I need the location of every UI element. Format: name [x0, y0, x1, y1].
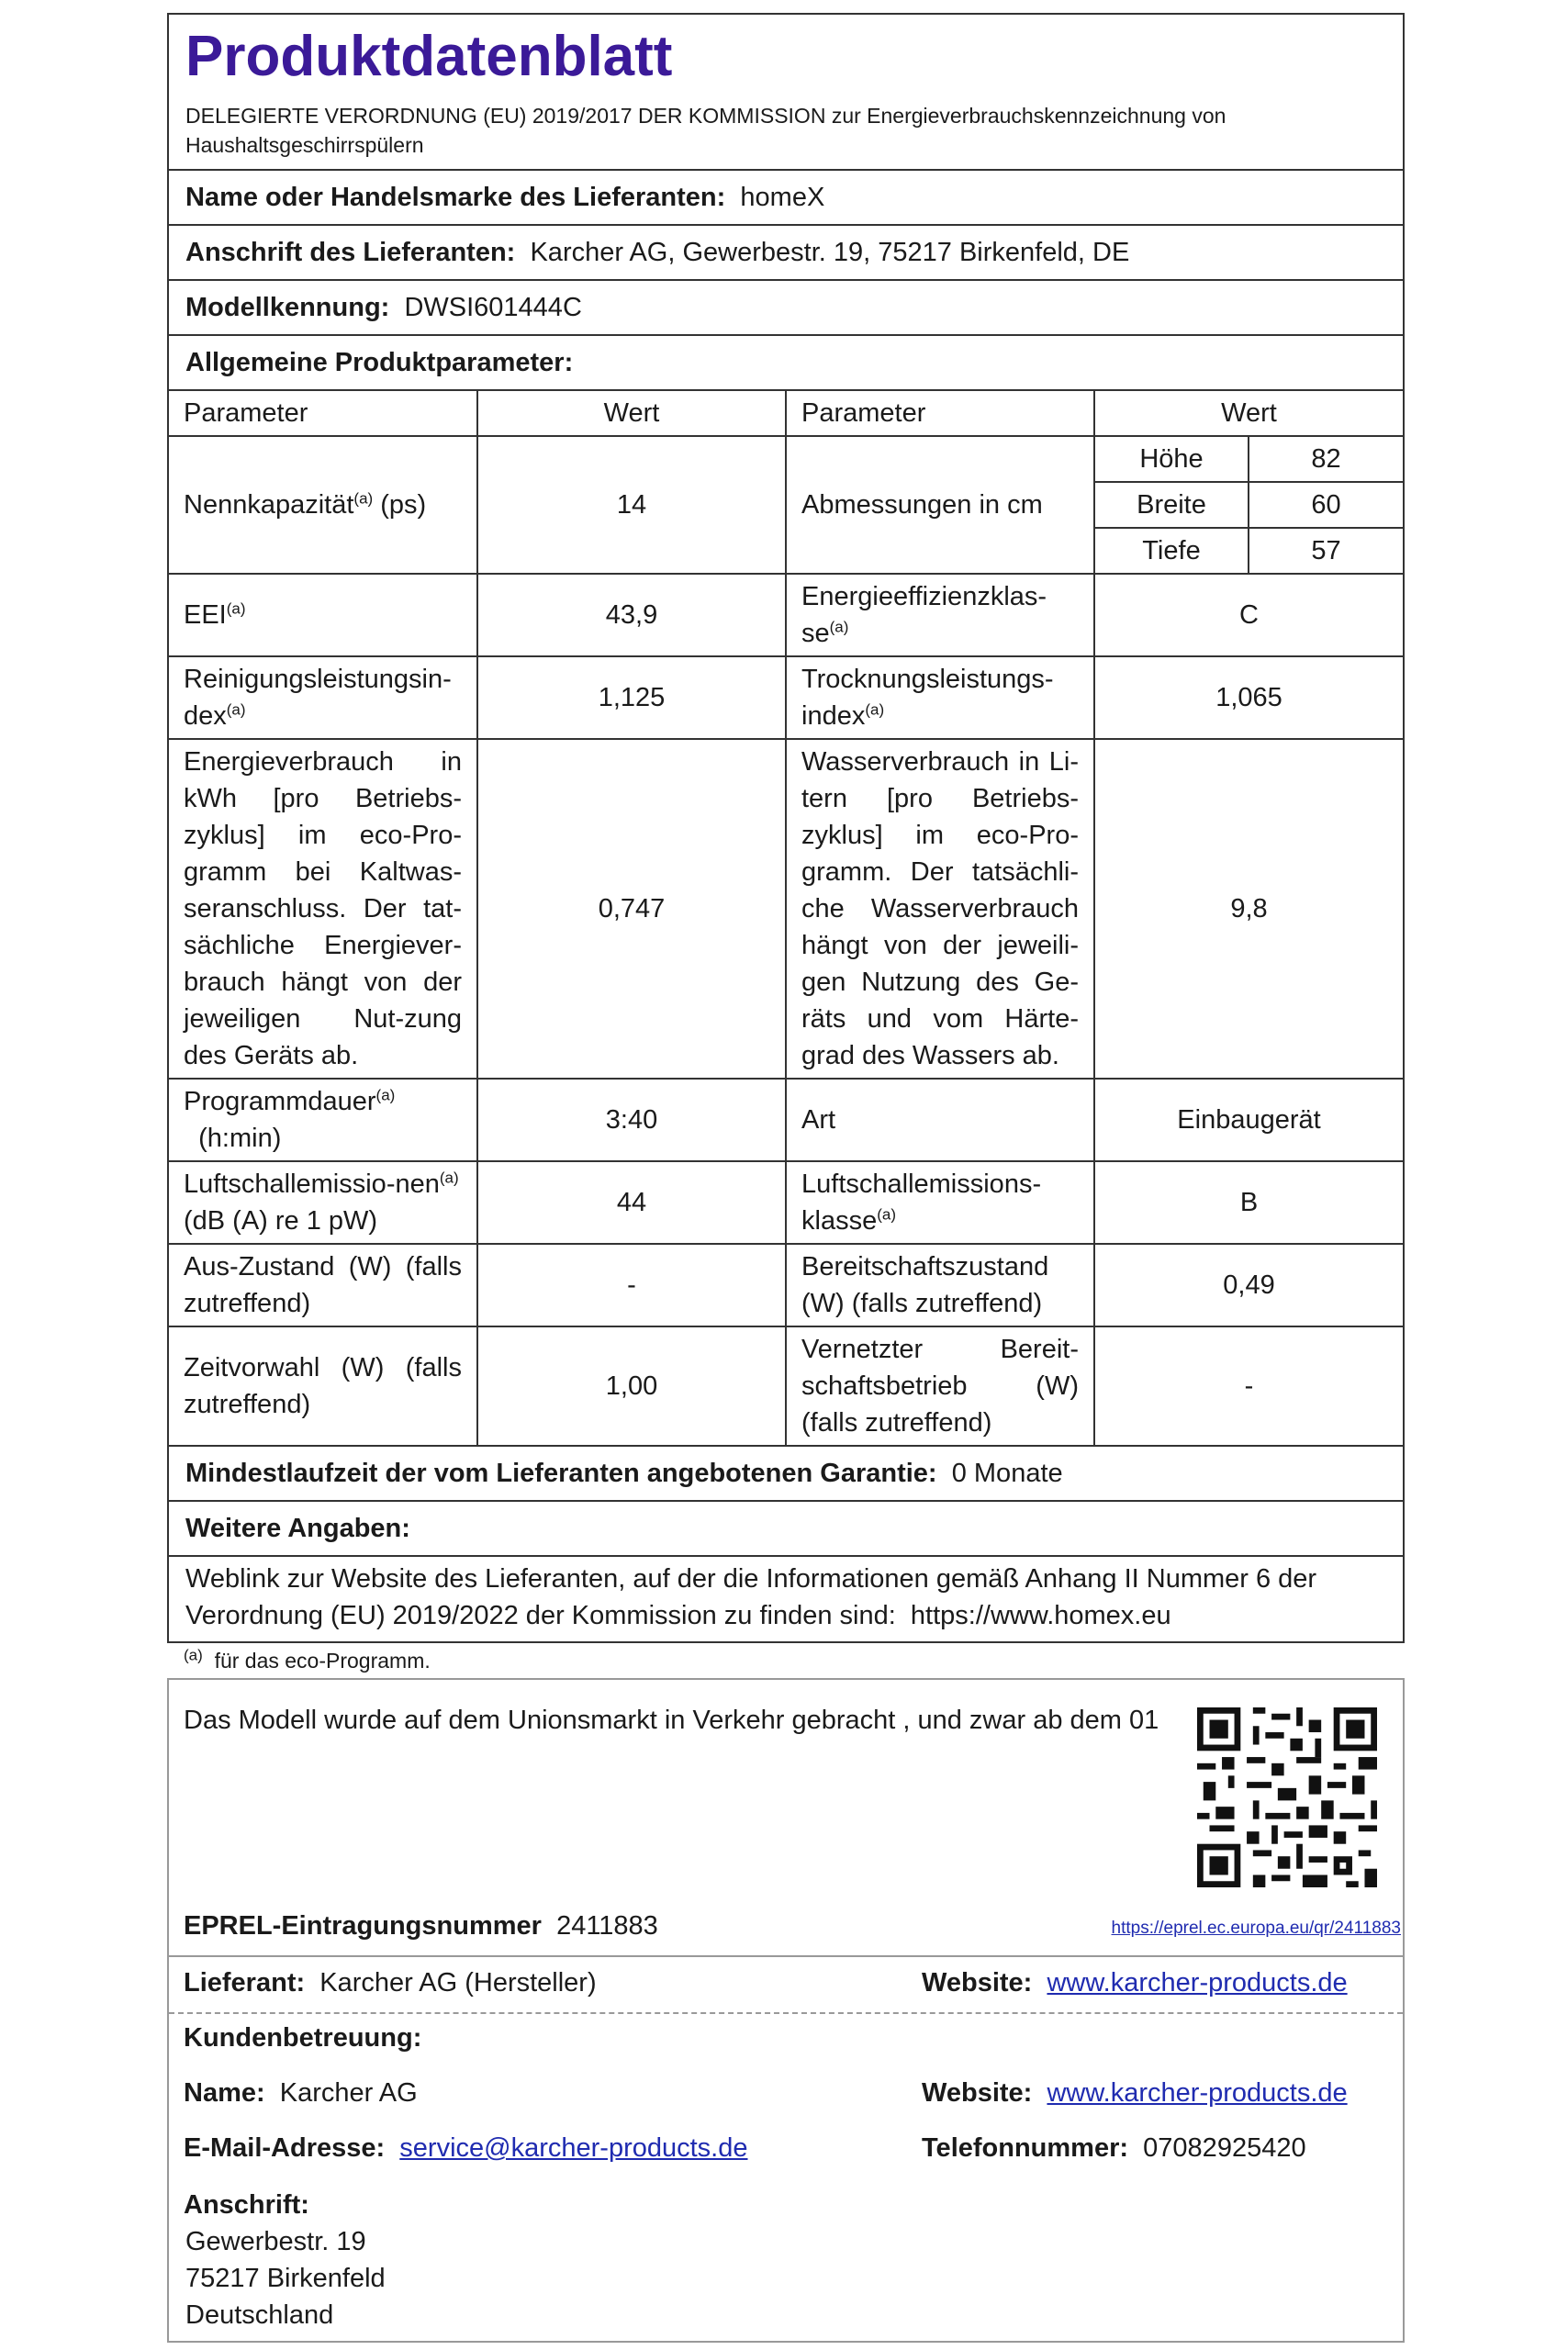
footnote-marker: (a) — [353, 489, 374, 508]
eprel-row — [184, 1911, 658, 1942]
capacity-label-cell — [169, 436, 477, 574]
water-consumption-label: Wasserverbrauch in Li-tern [pro Betriebs-zyklus] im eco-Pro-gramm. Der tatsächli-che Wasserverbrauch hängt von der jeweili-gen Nutzung des Ge-räts und vom Härte-grad des Wassers ab. — [786, 739, 1094, 1079]
drying-index-label: Trocknungsleistungs-index — [801, 665, 1054, 731]
address-line-2: 75217 Birkenfeld — [185, 2264, 386, 2293]
supplier-address-value: Karcher AG, Gewerbestr. 19, 75217 Birkenfeld, DE — [530, 238, 1130, 267]
supplier-row — [184, 1968, 597, 1998]
header-parameter: Parameter — [169, 391, 477, 436]
address-label: Anschrift: — [184, 2190, 309, 2220]
duration-value: 3:40 — [477, 1079, 786, 1161]
footnote-text: für das eco-Programm. — [214, 1649, 431, 1673]
phone-value: 07082925420 — [1143, 2133, 1306, 2163]
eprel-label: EPREL-Eintragungsnummer — [184, 1911, 542, 1941]
footnote-marker: (a) — [226, 700, 246, 719]
address-heading — [184, 2190, 309, 2221]
supplier-name-row — [167, 169, 1405, 224]
capacity-label: Nennkapazität — [184, 490, 354, 520]
weblink-row — [167, 1555, 1405, 1643]
email-label: E-Mail-Adresse: — [184, 2133, 386, 2163]
networked-standby-value: - — [1094, 1326, 1403, 1445]
customer-service-label: Kundenbetreuung: — [184, 2023, 422, 2053]
dimensions-label: Abmessungen in cm — [786, 436, 1094, 574]
standby-value: 0,49 — [1094, 1244, 1403, 1326]
service-name-row — [184, 2078, 418, 2109]
general-params-row — [167, 334, 1405, 389]
phone-row — [922, 2133, 1306, 2164]
energy-class-label: Energieeffizienzklas-se — [801, 582, 1047, 648]
capacity-unit: (ps) — [380, 490, 427, 520]
width-value: 60 — [1249, 482, 1403, 528]
email-row — [184, 2133, 748, 2164]
standby-label: Bereitschaftszustand (W) (falls zutreffend) — [786, 1244, 1094, 1326]
noise-value: 44 — [477, 1161, 786, 1244]
depth-value: 57 — [1249, 528, 1403, 574]
energy-class-value: C — [1094, 574, 1403, 656]
noise-label: Luftschallemissio-nen — [184, 1169, 440, 1199]
supplier-name-label: Name oder Handelsmarke des Lieferanten: — [185, 183, 726, 212]
model-row — [167, 279, 1405, 334]
header-parameter-2: Parameter — [786, 391, 1094, 436]
capacity-value: 14 — [477, 436, 786, 574]
qr-code[interactable] — [1197, 1707, 1377, 1887]
address-line-1: Gewerbestr. 19 — [185, 2227, 366, 2256]
further-info-label: Weitere Angaben: — [185, 1514, 410, 1543]
table-header-row — [169, 391, 1403, 436]
supplier-address-row — [167, 224, 1405, 279]
noise-class-value: B — [1094, 1161, 1403, 1244]
off-mode-value: - — [477, 1244, 786, 1326]
website-row — [922, 1968, 1348, 1998]
email-link[interactable]: service@karcher-products.de — [399, 2133, 748, 2163]
header-value: Wert — [477, 391, 786, 436]
contact-supplier-value: Karcher AG (Hersteller) — [319, 1968, 597, 1998]
drying-index-label-cell — [786, 656, 1094, 739]
eei-label-cell — [169, 574, 477, 656]
warranty-label: Mindestlaufzeit der vom Lieferanten angebotenen Garantie: — [185, 1459, 937, 1488]
width-label: Breite — [1094, 482, 1249, 528]
footnote-marker: (a) — [865, 700, 885, 719]
table-row — [169, 1244, 1403, 1326]
customer-service-heading — [184, 2023, 421, 2053]
delay-start-value: 1,00 — [477, 1326, 786, 1445]
cleaning-index-value: 1,125 — [477, 656, 786, 739]
energy-consumption-value: 0,747 — [477, 739, 786, 1079]
service-name-label: Name: — [184, 2078, 265, 2108]
footnote-marker: (a) — [829, 618, 849, 636]
supplier-address-label: Anschrift des Lieferanten: — [185, 238, 516, 267]
networked-standby-label: Vernetzter Bereit-schaftsbetrieb (W) (falls zutreffend) — [786, 1326, 1094, 1445]
header-value-2: Wert — [1094, 391, 1403, 436]
water-consumption-value: 9,8 — [1094, 739, 1403, 1079]
market-date-text: Das Modell wurde auf dem Unionsmarkt in Verkehr gebracht , und zwar ab dem 01 — [184, 1706, 1159, 1735]
delay-start-label: Zeitvorwahl (W) (falls zutreffend) — [169, 1326, 477, 1445]
service-website-link[interactable]: www.karcher-products.de — [1047, 2078, 1348, 2108]
height-value: 82 — [1249, 436, 1403, 482]
type-value: Einbaugerät — [1094, 1079, 1403, 1161]
footnote — [167, 1643, 1405, 1679]
market-contact-block — [167, 1678, 1405, 2343]
service-name-value: Karcher AG — [279, 2078, 418, 2108]
noise-unit: (dB (A) re 1 pW) — [184, 1206, 378, 1236]
header-block — [167, 13, 1405, 169]
contact-supplier-label: Lieferant: — [184, 1968, 306, 1998]
eei-label: EEI — [184, 600, 227, 630]
noise-class-label-cell — [786, 1161, 1094, 1244]
dashed-divider — [169, 2012, 1403, 2014]
phone-label: Telefonnummer: — [922, 2133, 1129, 2163]
table-row — [169, 436, 1403, 482]
weblink-url[interactable]: https://www.homex.eu — [910, 1601, 1171, 1630]
off-mode-label: Aus-Zustand (W) (falls zutreffend) — [169, 1244, 477, 1326]
cleaning-index-label: Reinigungsleistungsin-dex — [184, 665, 452, 731]
model-label: Modellkennung: — [185, 293, 390, 322]
table-row — [169, 1161, 1403, 1244]
energy-consumption-label: Energieverbrauch in kWh [pro Betriebs-zyklus] im eco-Pro-gramm bei Kaltwas-seranschluss. Der tat-sächliche Energiever-brauch hängt von der jeweiligen Nut-zung des Geräts ab. — [169, 739, 477, 1079]
product-data-sheet — [167, 13, 1405, 1679]
footnote-marker: (a) — [375, 1086, 396, 1104]
footnote-marker: (a) — [226, 599, 246, 618]
service-website-label: Website: — [922, 2078, 1033, 2108]
website-label: Website: — [922, 1968, 1033, 1998]
footnote-mark: (a) — [184, 1646, 203, 1664]
weblink-text: Weblink zur Website des Lieferanten, auf der die Informationen gemäß Anhang II Nummer 6 der Verordnung (EU) 2019/2022 der Kommission zu finden sind: — [185, 1564, 1317, 1630]
warranty-value: 0 Monate — [951, 1459, 1063, 1488]
model-value: DWSI601444C — [404, 293, 582, 322]
table-row — [169, 739, 1403, 1079]
type-label: Art — [786, 1079, 1094, 1161]
table-row — [169, 1326, 1403, 1445]
page-title: Produktdatenblatt — [185, 25, 673, 88]
further-info-row — [167, 1500, 1405, 1555]
general-params-label: Allgemeine Produktparameter: — [185, 348, 574, 377]
noise-label-cell — [169, 1161, 477, 1244]
duration-unit: (h:min) — [198, 1124, 282, 1153]
params-table-wrap — [167, 389, 1405, 1445]
drying-index-value: 1,065 — [1094, 656, 1403, 739]
depth-label: Tiefe — [1094, 528, 1249, 574]
address-line-3: Deutschland — [185, 2300, 334, 2330]
duration-label: Programmdauer — [184, 1087, 376, 1116]
height-label: Höhe — [1094, 436, 1249, 482]
divider — [169, 1955, 1403, 1957]
warranty-row — [167, 1445, 1405, 1500]
service-website-row — [922, 2078, 1348, 2109]
supplier-name-value: homeX — [740, 183, 825, 212]
footnote-marker: (a) — [877, 1205, 896, 1224]
footnote-marker: (a) — [439, 1169, 459, 1187]
qr-url-link[interactable]: https://eprel.ec.europa.eu/qr/2411883 — [1111, 1919, 1401, 1938]
website-link[interactable]: www.karcher-products.de — [1047, 1968, 1348, 1998]
eei-value: 43,9 — [477, 574, 786, 656]
params-table — [169, 391, 1403, 1445]
table-row — [169, 656, 1403, 739]
duration-label-cell — [169, 1079, 477, 1161]
noise-class-label: Luftschallemissions-klasse — [801, 1169, 1042, 1236]
table-row — [169, 574, 1403, 656]
energy-class-label-cell — [786, 574, 1094, 656]
regulation-subtitle: DELEGIERTE VERORDNUNG (EU) 2019/2017 DER KOMMISSION zur Energieverbrauchskennzeichnung von Haushaltsgeschirrspülern — [185, 104, 1226, 157]
eprel-value: 2411883 — [556, 1911, 658, 1941]
cleaning-index-label-cell — [169, 656, 477, 739]
table-row — [169, 1079, 1403, 1161]
